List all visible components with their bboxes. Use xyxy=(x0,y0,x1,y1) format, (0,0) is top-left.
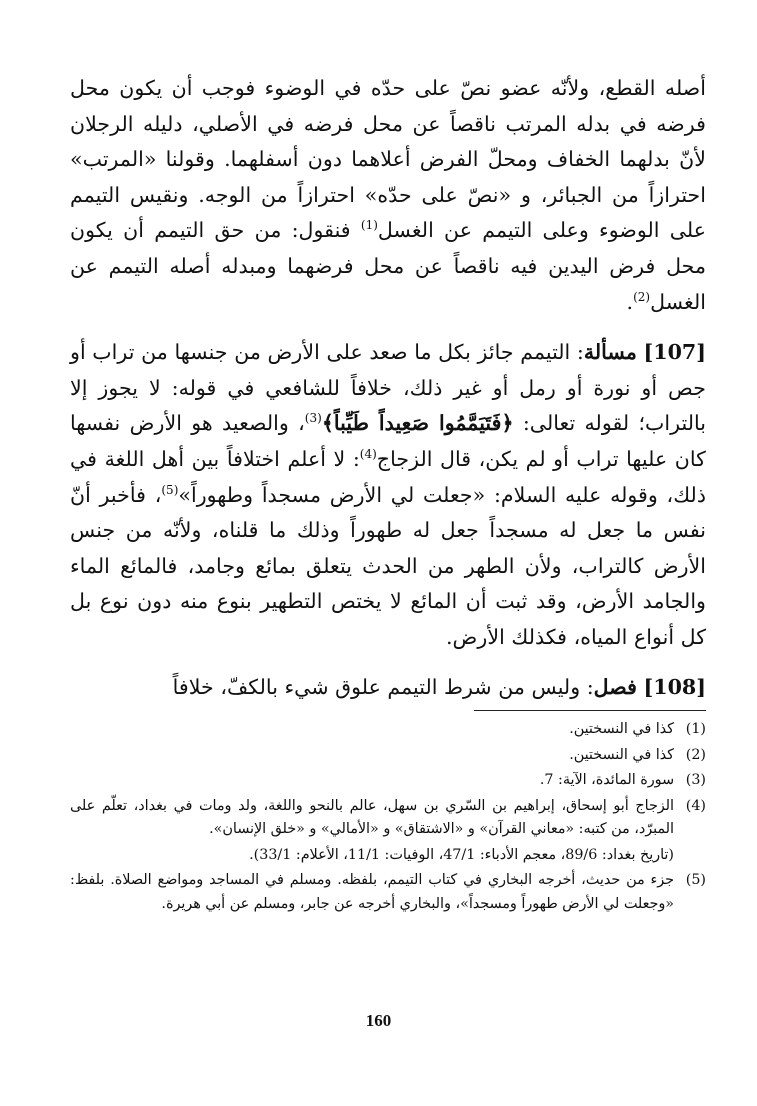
paragraph-1-text: أصله القطع، ولأنّه عضو نصّ على حدّه في الوضوء فوجب أن يكون محل فرضه في بدله المرتب ناقصاً عن محل فرضه في الأصلي، دليله الرجلان لأنّ بدلهما الخفاف ومحلّ الفرض أعلاهما دون أسفلهما. وقولنا «المرتب» احترازاً من الجبائر، و «نصّ على حدّه» احترازاً من الوجه. ونقيس التيمم على الوضوء وعلى التيمم عن الغسل xyxy=(70,76,706,243)
footnote-number: (3) xyxy=(685,772,706,788)
paragraph-107-text-a: : التيمم جائز بكل ما صعد على الأرض من جنسها من تراب أو جص أو نورة أو رمل أو غير ذلك، خلافاً للشافعي في قوله: لا يجوز إلا بالتراب؛ لقوله تعالى: xyxy=(70,340,706,436)
quran-quote: ﴿فَتَيَمَّمُوا صَعِيداً طَيِّباً﴾ xyxy=(321,411,514,436)
footnote-text: الزجاج أبو إسحاق، إبراهيم بن السّري بن سهل، عالم بالنحو واللغة، ولد ومات في بغداد، تعلّم على المبرّد، من كتبه: «معاني القرآن» و «الاشتقاق» و «الأمالي» و «خلق الإنسان». xyxy=(70,797,674,837)
paragraph-1-text-c: . xyxy=(626,289,634,314)
paragraph-1-text-b: فنقول: من حق التيمم أن يكون محل فرض اليدين فيه ناقصاً عن محل فرضهما ومبدله أصله التيمم عن الغسل xyxy=(70,218,706,314)
paragraph-107-text-c: : لا أعلم اختلافاً بين أهل اللغة في ذلك، وقوله عليه السلام: «جعلت لي الأرض مسجداً وطهوراً» xyxy=(70,446,707,507)
footnote-ref-2: (2) xyxy=(633,289,651,304)
footnote-ref-4: (4) xyxy=(359,447,377,462)
footnote-text: كذا في النسختين. xyxy=(569,721,674,737)
footnote-ref-1: (1) xyxy=(360,218,378,233)
paragraph-107-text-d: ، فأخبر أنّ نفس ما جعل له مسجداً جعل له طهوراً وذلك ما قلناه، ولأنّه من جنس الأرض كالتراب، ولأن الطهر من الحدث يتعلق بمائع وجامد، فالمائع الماء والجامد الأرض، وقد ثبت أن المائع لا يختص التطهير بنوع منه دون نوع بل كل أنواع المياه، فكذلك الأرض. xyxy=(70,482,706,649)
footnotes xyxy=(70,718,706,918)
section-number: [108] xyxy=(643,674,706,699)
paragraph-1 xyxy=(70,71,706,320)
footnote-number: (1) xyxy=(685,721,706,737)
footnote-ref-3: (3) xyxy=(304,411,322,426)
footnote-1 xyxy=(70,718,706,742)
footnote-4-references: (تاريخ بغداد: 89/6، معجم الأدباء: 47/1، الوفيات: 11/1، الأعلام: 33/1). xyxy=(249,846,674,863)
issue-number: [107] xyxy=(643,340,706,365)
footnote-number: (4) xyxy=(685,797,706,814)
footnote-2 xyxy=(70,744,706,768)
main-text xyxy=(70,71,706,705)
footnote-ref-5: (5) xyxy=(161,482,179,497)
footnote-separator xyxy=(474,710,706,711)
paragraph-108 xyxy=(70,670,706,706)
page-number: 160 xyxy=(365,1011,392,1030)
issue-heading: مسألة xyxy=(583,340,637,365)
footnote-text: كذا في النسختين. xyxy=(569,746,674,763)
footnote-text: جزء من حديث، أخرجه البخاري في كتاب التيمم، بلفظه. ومسلم في المساجد ومواضع الصلاة. بلفظ: «وجعلت لي الأرض طهوراً ومسجداً»، والبخاري أخرجه عن جابر، ومسلم عن أبي هريرة. xyxy=(70,872,674,912)
paragraph-107 xyxy=(70,335,706,655)
footnote-4 xyxy=(70,795,706,842)
footnote-text: سورة المائدة، الآية: 7. xyxy=(539,772,674,788)
footnote-5 xyxy=(70,869,706,916)
paragraph-108-text: : وليس من شرط التيمم علوق شيء بالكفّ، خلافاً xyxy=(172,674,594,699)
footnote-number: (2) xyxy=(685,746,706,763)
footnote-3 xyxy=(70,769,706,793)
paragraph-107-text-b: ، والصعيد هو الأرض نفسها كان عليها تراب أو لم يكن، قال الزجاج xyxy=(70,411,706,471)
footnote-number: (5) xyxy=(685,872,706,888)
section-heading: فصل xyxy=(593,674,637,699)
